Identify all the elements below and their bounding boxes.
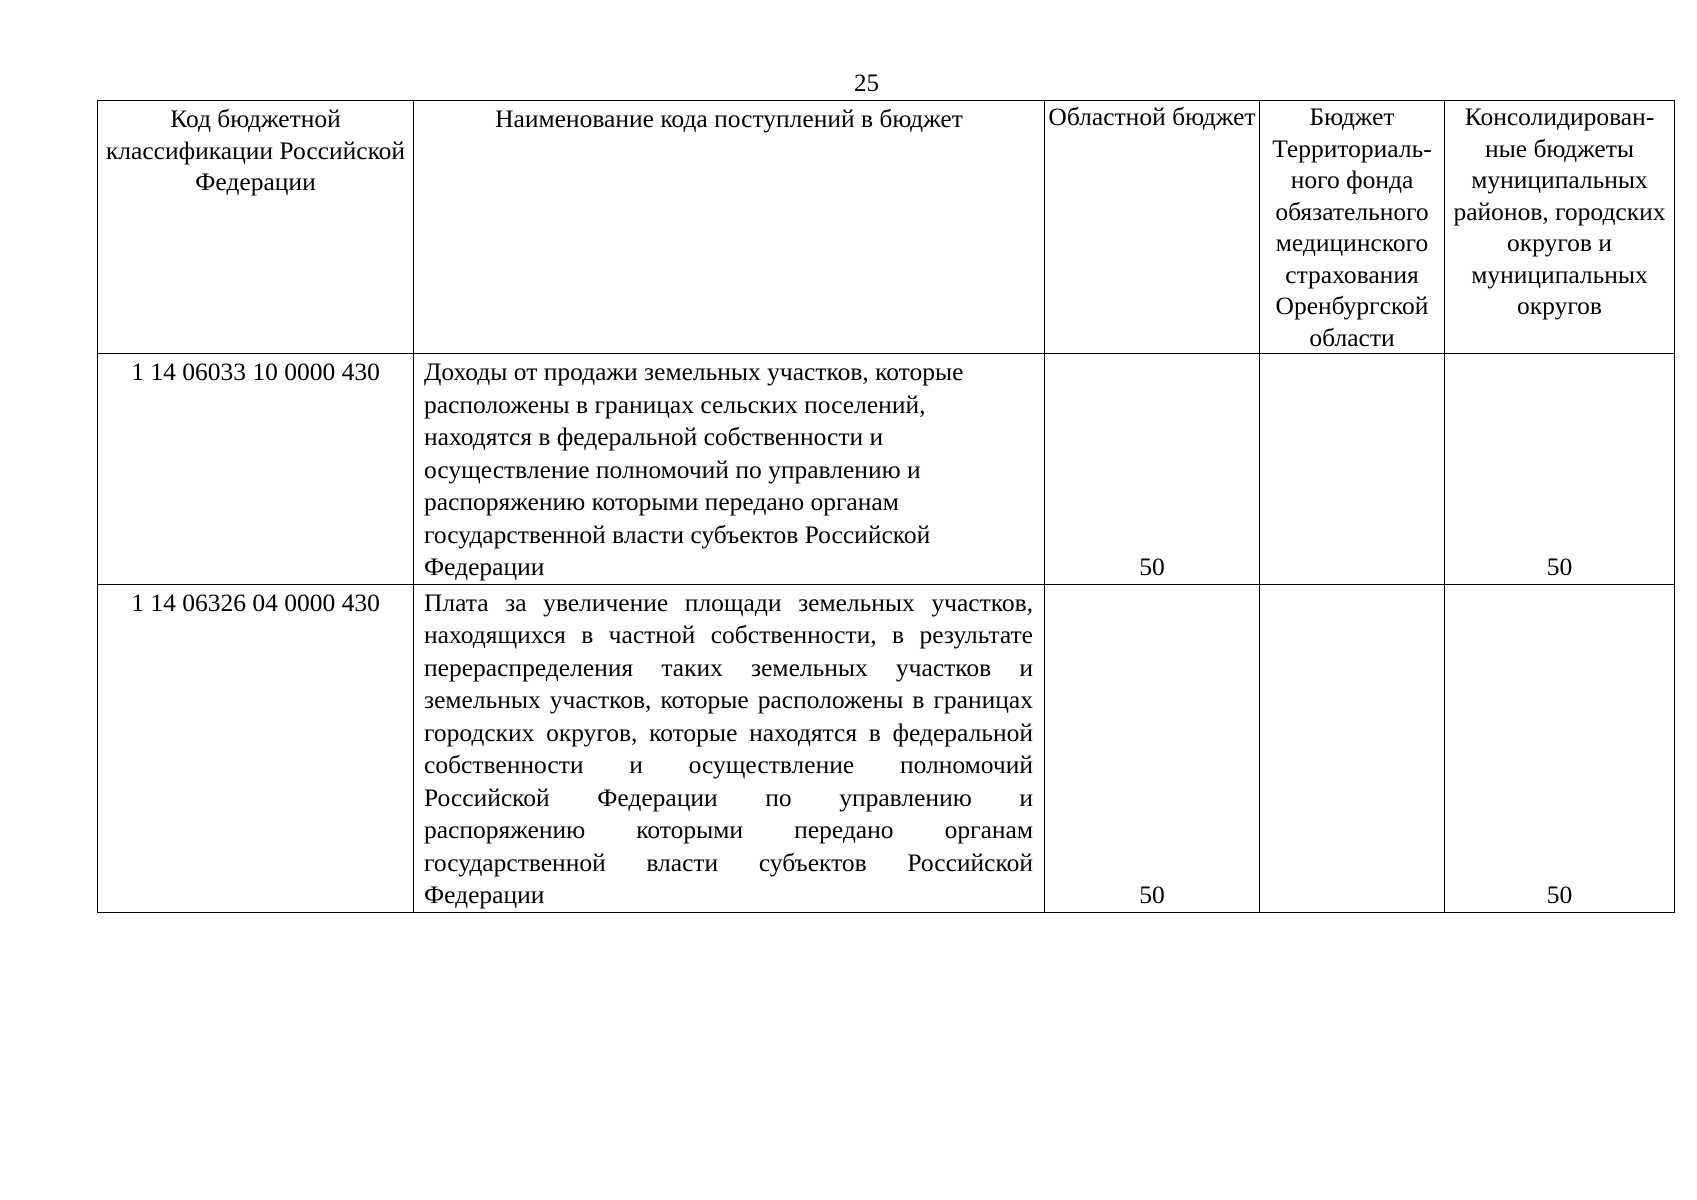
budget-revenue-table	[97, 100, 1675, 913]
header-oblast-budget: Областной бюджет	[1045, 101, 1260, 354]
row-tfoms-value	[1260, 584, 1445, 912]
table-header-row	[98, 101, 1675, 354]
row-munic-value: 50	[1445, 584, 1675, 912]
row-tfoms-value	[1260, 354, 1445, 585]
row-code: 1 14 06326 04 0000 430	[98, 584, 414, 912]
table-row	[98, 354, 1675, 585]
header-code: Код бюджетной классификации Российской Федерации	[98, 101, 414, 354]
row-code: 1 14 06033 10 0000 430	[98, 354, 414, 585]
row-oblast-value: 50	[1045, 354, 1260, 585]
row-munic-value: 50	[1445, 354, 1675, 585]
row-name: Плата за увеличение площади земельных участков, находящихся в частной собственности, в результате перераспределения таких земельных участков и земельных участков, которые расположены в границах городских округов, которые находятся в федеральной собственности и осуществление полномочий Российской Федерации по управлению и распоряжению которыми передано органам государственной власти субъектов Российской Федерации	[414, 584, 1045, 912]
header-name: Наименование кода поступлений в бюджет	[414, 101, 1045, 354]
row-name: Доходы от продажи земельных участков, которые расположены в границах сельских поселений, находятся в федеральной собственности и осуществление полномочий по управлению и распоряжению которыми передано органам государственной власти субъектов Российской Федерации	[414, 354, 1045, 585]
table-row	[98, 584, 1675, 912]
header-municipal-budgets: Консолидирован-ные бюджеты муниципальных районов, городских округов и муниципальных округов	[1445, 101, 1675, 354]
page-number: 25	[854, 70, 879, 97]
row-oblast-value: 50	[1045, 584, 1260, 912]
header-tfoms-budget: Бюджет Территориаль-ного фонда обязательного медицинского страхования Оренбургской области	[1260, 101, 1445, 354]
